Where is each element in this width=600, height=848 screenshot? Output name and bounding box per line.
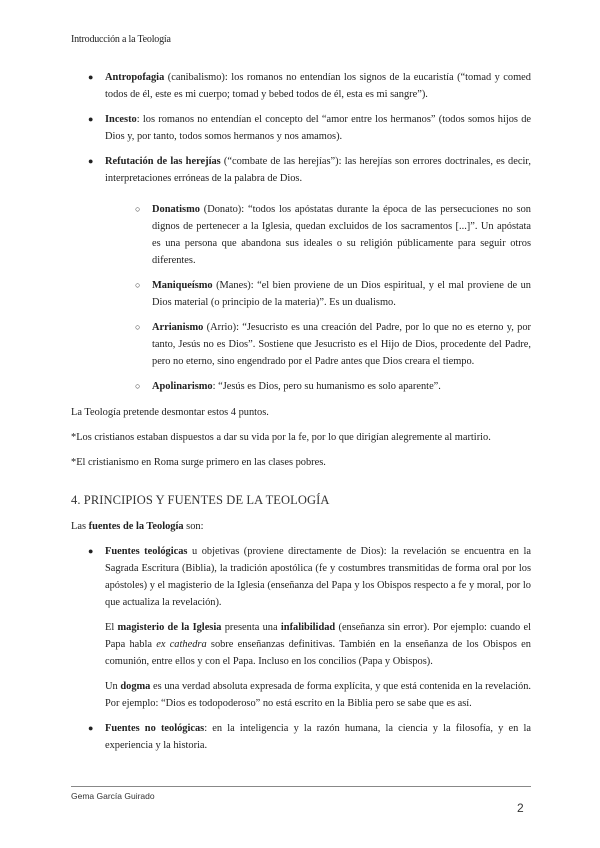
hollow-bullet-icon: ○ [135, 381, 141, 391]
list-item-term: Fuentes no teológicas [105, 723, 205, 734]
list-item [71, 720, 531, 754]
sub-list-item-term: Arrianismo [152, 322, 204, 333]
list-item-text: : los romanos no entendían el concepto del “amor entre los hermanos” (todos somos hijos de Dios y, por tanto, todos somos hermanos y nos amamos). [105, 114, 531, 142]
hollow-bullet-icon: ○ [135, 204, 141, 214]
italic-term: ex cathedra [156, 639, 207, 650]
list-item [71, 69, 531, 103]
list-item-term: Fuentes teológicas [105, 546, 188, 557]
bold-term: dogma [120, 681, 151, 692]
intro-bold: fuentes de la Teología [88, 521, 184, 532]
magisterio-paragraph [71, 619, 531, 670]
footer-divider [71, 786, 531, 787]
text-run: presenta una [221, 622, 281, 633]
sub-list-item [71, 277, 531, 311]
list-item-term: Incesto [105, 114, 137, 125]
sub-list-item-term: Maniqueísmo [152, 280, 213, 291]
sub-list-item [71, 378, 531, 395]
text-run: (enseñanza sin error). Por ejemplo: cuando el Papa habla [105, 622, 531, 650]
sub-list-item-term: Donatismo [152, 204, 200, 215]
text-run: es una verdad absoluta expresada de forma explícita, y que está contenida en la revelación. Por ejemplo: “Dios es todopoderoso” no está escrito en la Biblia pero se sabe que es así. [105, 681, 531, 709]
list-item [71, 153, 531, 187]
hollow-bullet-icon: ○ [135, 280, 141, 290]
list-item-text: : en la inteligencia y la razón humana, la ciencia y la filosofía, y en la experiencia y la historia. [105, 723, 532, 751]
page-header-title: Introducción a la Teología [71, 34, 171, 45]
bold-term: magisterio de la Iglesia [117, 622, 222, 633]
text-run: Un [105, 681, 121, 692]
list-item [71, 111, 531, 145]
sub-list-item-term: Apolinarismo [152, 381, 213, 392]
sub-list-item [71, 201, 531, 269]
intro-suffix: son: [183, 521, 204, 532]
paragraph: La Teología pretende desmontar estos 4 puntos. [71, 407, 269, 418]
list-item-text: (“combate de las herejías”): las herejías son errores doctrinales, es decir, interpretaciones erróneas de la palabra de Dios. [105, 156, 531, 184]
footer-author: Gema García Guirado [71, 791, 155, 801]
list-item-term: Refutación de las herejías [105, 156, 221, 167]
hollow-bullet-icon: ○ [135, 322, 141, 332]
section-intro [71, 518, 531, 535]
document-body [71, 69, 531, 762]
bullet-icon: ● [88, 723, 94, 733]
list-item [71, 543, 531, 611]
bold-term: infalibilidad [280, 622, 336, 633]
sub-list-item-text: : “Jesús es Dios, pero su humanismo es solo aparente”. [212, 381, 441, 392]
page-number: 2 [517, 801, 524, 815]
list-item-text: u objetivas (proviene directamente de Dios): la revelación se encuentra en la Sagrada Escritura (Biblia), la tradición apostólica (fe y costumbres transmitidas de forma oral por los apóstoles) y el magisterio de la Iglesia (enseñanza del Papa y los Obispos respecto a fe y moral, por lo que actualiza la revelación). [105, 546, 531, 608]
bullet-icon: ● [88, 72, 94, 82]
paragraph: *Los cristianos estaban dispuestos a dar su vida por la fe, por lo que dirigían alegremente al martirio. [71, 432, 491, 443]
dogma-paragraph [71, 678, 531, 712]
section-heading: 4. PRINCIPIOS Y FUENTES DE LA TEOLOGÍA [71, 493, 330, 507]
bullet-icon: ● [88, 546, 94, 556]
list-item-text: (canibalismo): los romanos no entendían los signos de la eucaristía (“tomad y comed todos de él, este es mi cuerpo; tomad y bebed todos de él, esta es mi sangre”). [105, 72, 531, 100]
paragraph: *El cristianismo en Roma surge primero en las clases pobres. [71, 457, 326, 468]
intro-prefix: Las [71, 521, 89, 532]
text-run: El [105, 622, 118, 633]
sub-list-item-text: (Donato): “todos los apóstatas durante la época de las persecuciones no son dignos de pertenecer a la Iglesia, quedan excluidos de los sacramentos [...]”. Un apóstata es una persona que abandona sus ideales o su religión públicamente para seguir otros diferentes. [152, 204, 531, 266]
list-item-term: Antropofagia [105, 72, 165, 83]
bullet-icon: ● [88, 156, 94, 166]
bullet-icon: ● [88, 114, 94, 124]
sub-list-item-text: (Arrio): “Jesucristo es una creación del Padre, por lo que no es eterno y, por tanto, Jesús no es Dios”. Sostiene que Jesucristo es el Hijo de Dios, procedente del Padre, pero no eterno, sino engendrado por el Padre antes que Dios creara el tiempo. [152, 322, 531, 367]
sub-list-item-text: (Manes): “el bien proviene de un Dios espiritual, y el mal proviene de un Dios material (o principio de la materia)”. Es un dualismo. [152, 280, 531, 308]
text-run: sobre enseñanzas definitivas. También en la enseñanza de los Obispos en comunión, entre ellos y con el Papa. Incluso en los concilios (Papa y Obispos). [105, 639, 531, 667]
sub-list-item [71, 319, 531, 370]
